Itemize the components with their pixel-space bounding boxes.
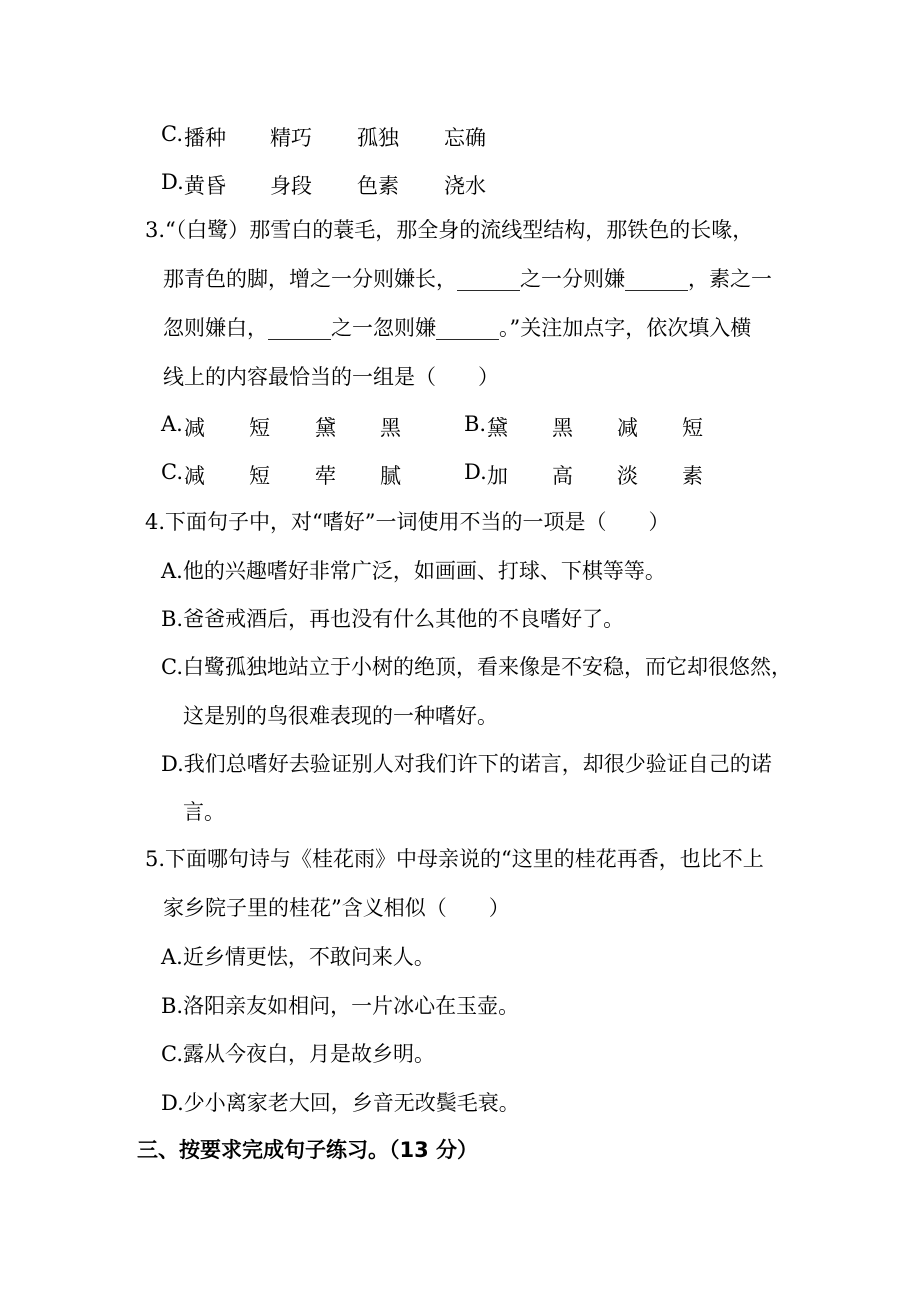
question-stem: 5.下面哪句诗与《桂花雨》中母亲说的“这里的桂花再香，也比不上 — [145, 847, 764, 871]
option-word: 减 — [184, 464, 205, 488]
question-stem-line: 那青色的脚，增之一分则嫌长，______之一分则嫌______，素之一 — [163, 267, 772, 291]
option-letter: A. — [161, 412, 183, 436]
option-word: 短 — [249, 416, 270, 440]
option-a: A.近乡情更怯，不敢问来人。 — [161, 945, 435, 969]
question-stem-line: 忽则嫌白，______之一忽则嫌______。”关注加点字，依次填入横 — [163, 316, 752, 340]
option-word: 忘确 — [444, 126, 486, 150]
option-word: 淡 — [617, 464, 638, 488]
option-letter: B. — [464, 412, 487, 436]
option-word: 加 — [487, 464, 508, 488]
option-letter: D. — [464, 460, 487, 484]
option-d: D.我们总嗜好去验证别人对我们许下的诺言，却很少验证自己的诺 — [161, 752, 772, 776]
option-word: 减 — [184, 416, 205, 440]
option-word: 浇水 — [444, 174, 486, 198]
option-c-continued: 这是别的鸟很难表现的一种嗜好。 — [183, 704, 498, 728]
option-word: 播种 — [184, 126, 226, 150]
option-c: C.白鹭孤独地站立于小树的绝顶，看来像是不安稳，而它却很悠然， — [161, 655, 792, 679]
option-letter: D. — [161, 170, 184, 194]
option-word: 短 — [249, 464, 270, 488]
question-stem-continued: 家乡院子里的桂花”含义相似（ ） — [163, 896, 510, 920]
option-b: B.洛阳亲友如相问，一片冰心在玉壶。 — [161, 994, 520, 1018]
option-word: 短 — [682, 416, 703, 440]
option-word: 黑 — [380, 416, 401, 440]
option-b: B.爸爸戒酒后，再也没有什么其他的不良嗜好了。 — [161, 607, 625, 631]
question-stem: 4.下面句子中，对“嗜好”一词使用不当的一项是（ ） — [145, 510, 670, 534]
option-word: 高 — [552, 464, 573, 488]
option-word: 孤独 — [357, 126, 399, 150]
option-a: A.他的兴趣嗜好非常广泛，如画画、打球、下棋等等。 — [161, 559, 666, 583]
option-word: 身段 — [270, 174, 312, 198]
question-stem-line: 3.“（白鹭）那雪白的蓑毛，那全身的流线型结构，那铁色的长喙， — [145, 218, 754, 242]
option-word: 黄昏 — [184, 174, 226, 198]
option-word: 黑 — [552, 416, 573, 440]
option-c: C.露从今夜白，月是故乡明。 — [161, 1042, 435, 1066]
option-word: 色素 — [357, 174, 399, 198]
option-word: 精巧 — [270, 126, 312, 150]
option-letter: C. — [161, 460, 183, 484]
option-word: 黛 — [487, 416, 508, 440]
question-stem-line: 线上的内容最恰当的一组是（ ） — [163, 365, 499, 389]
option-word: 素 — [682, 464, 703, 488]
option-word: 黛 — [315, 416, 336, 440]
option-d: D.少小离家老大回，乡音无改鬓毛衰。 — [161, 1091, 520, 1115]
option-word: 荦 — [315, 464, 336, 488]
option-word: 减 — [617, 416, 638, 440]
option-d-continued: 言。 — [183, 800, 225, 824]
option-letter: C. — [161, 122, 183, 146]
section-heading: 三、按要求完成句子练习。（13 分） — [137, 1138, 479, 1162]
option-word: 腻 — [380, 464, 401, 488]
